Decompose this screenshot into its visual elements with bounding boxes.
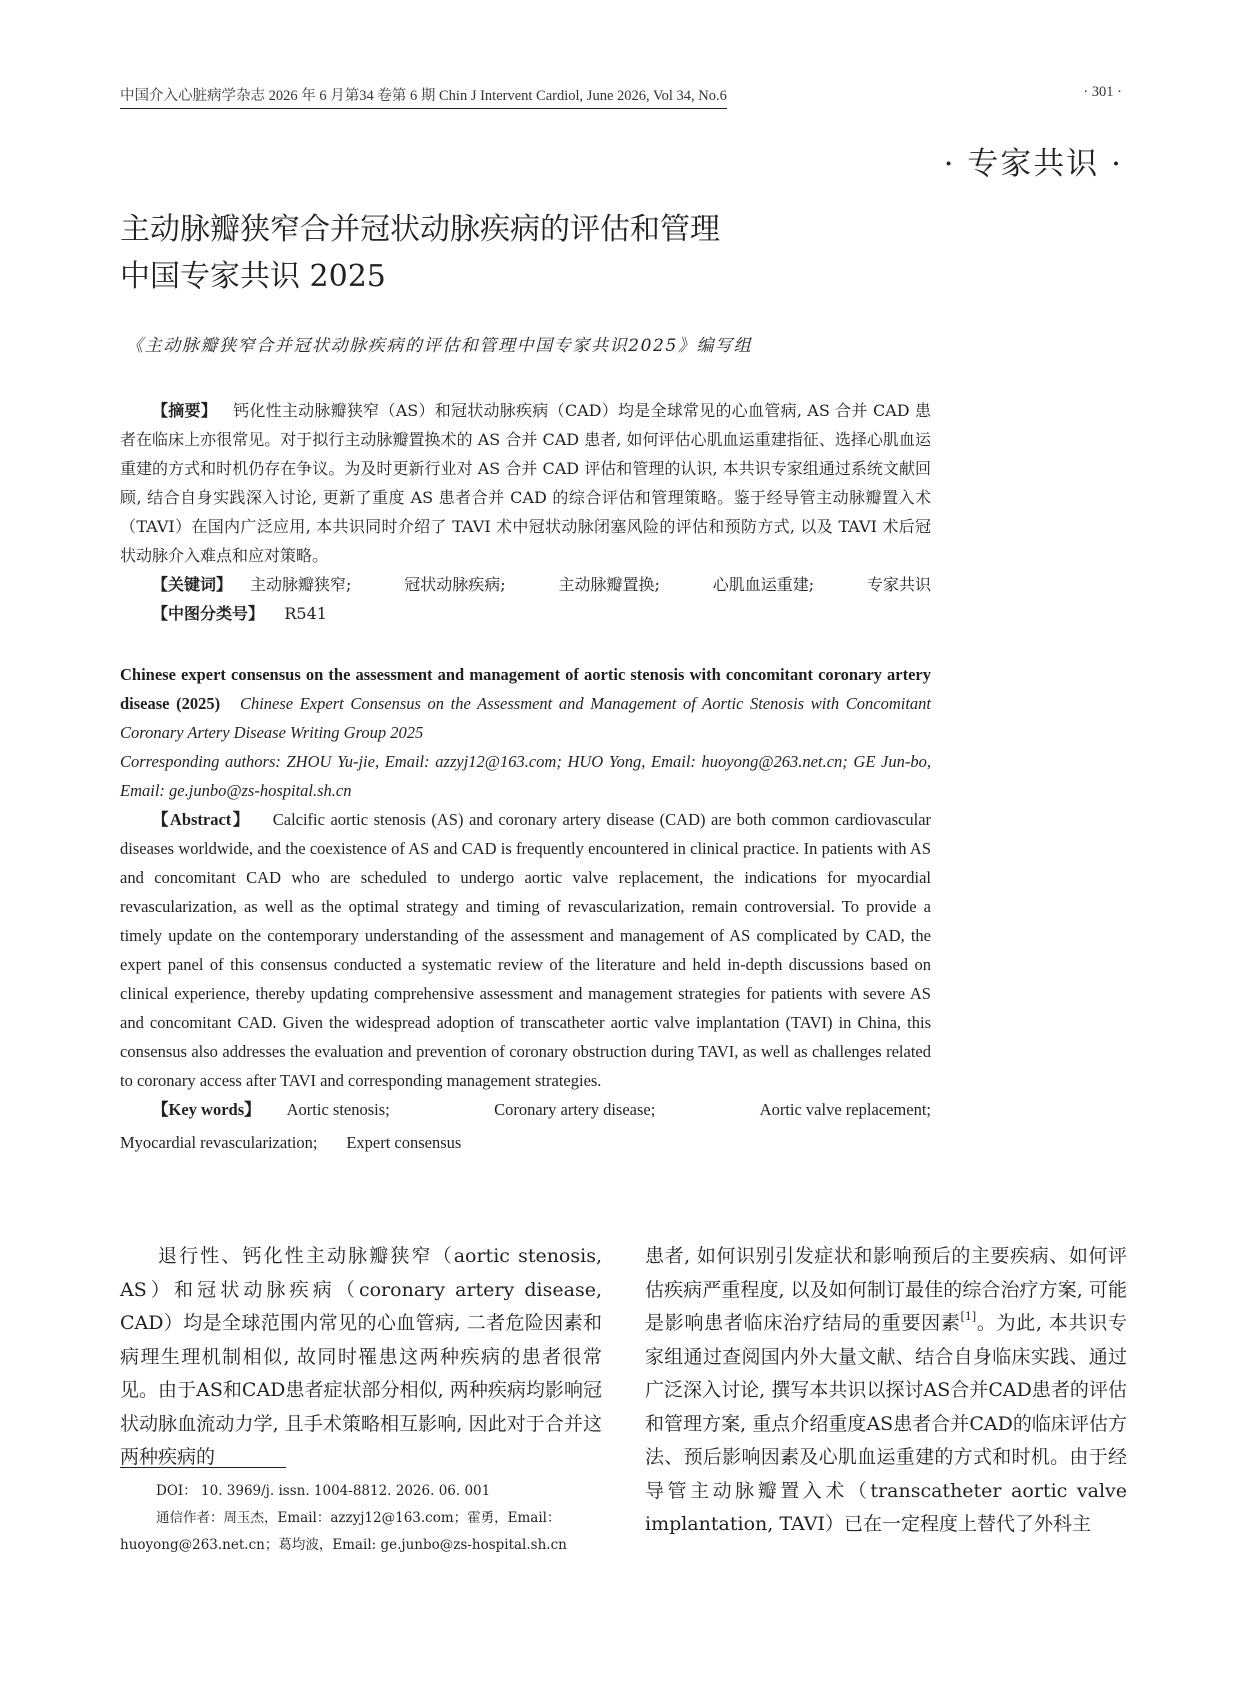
en-keywords-label: 【Key words】 (152, 1100, 261, 1119)
body-text-part: 患者, 如何识别引发症状和影响预后的主要疾病、如何评估疾病严重程度, 以及如何制订最佳的综合治疗方案, 可能是影响患者临床治疗结局的重要因素 (645, 1245, 1127, 1334)
correspondence-line: 通信作者：周玉杰，Email：azzyj12@163.com；霍勇，Email：huoyong@263.net.cn；葛均波，Email: ge.junbo@zs-hospital.sh.cn (120, 1510, 567, 1553)
cn-keyword: 心肌血运重建; (712, 575, 815, 594)
title-line-1: 主动脉瓣狭窄合并冠状动脉疾病的评估和管理 (120, 212, 720, 247)
cn-classification-label: 【中图分类号】 (152, 604, 265, 623)
body-column-right (645, 1240, 1127, 1542)
en-writing-group: Chinese Expert Consensus on the Assessment and Management of Aortic Stenosis with Concomitant Coronary Artery Disease Writing Group 2025 (120, 694, 931, 742)
cn-abstract-label: 【摘要】 (152, 401, 218, 420)
footnote (120, 1478, 610, 1559)
en-keyword: Aortic valve replacement; (759, 1100, 931, 1119)
cn-keyword: 专家共识 (866, 575, 931, 594)
cn-classification-row (120, 599, 931, 628)
cn-keywords-row (120, 570, 931, 599)
en-keywords-list (287, 1095, 931, 1124)
cn-abstract-paragraph (120, 396, 931, 570)
cn-classification-code: R541 (284, 604, 327, 623)
en-keyword: Aortic stenosis; (286, 1100, 390, 1119)
en-keywords-row (120, 1095, 931, 1124)
cn-keyword: 冠状动脉疾病; (404, 575, 506, 594)
citation-reference[interactable]: [1] (960, 1310, 977, 1323)
en-article-title: Chinese expert consensus on the assessment and management of aortic stenosis with concomitant coronary artery disease (2025) (120, 665, 931, 713)
cn-keywords-label: 【关键词】 (152, 575, 233, 594)
en-abstract-text: Calcific aortic stenosis (AS) and coronary artery disease (CAD) are both common cardiovascular diseases worldwide, and the coexistence of AS and CAD is frequently encountered in clinical practice. In patients with AS and concomitant CAD who are scheduled to undergo aortic valve replacement, the indications for myocardial revascularization, as well as the optimal strategy and timing of revascularization, remain controversial. To provide a timely update on the contemporary understanding of the assessment and management of AS complicated by CAD, the expert panel of this consensus conducted a systematic review of the literature and held in-depth discussions based on clinical experience, thereby updating comprehensive assessment and management strategies for patients with severe AS and concomitant CAD. Given the widespread adoption of transcatheter aortic valve implantation (TAVI) in China, this consensus also addresses the evaluation and prevention of coronary obstruction during TAVI, as well as challenges related to coronary access after TAVI and corresponding management strategies. (120, 810, 932, 1090)
en-title-paragraph (120, 660, 931, 747)
cn-abstract-text: 钙化性主动脉瓣狭窄（AS）和冠状动脉疾病（CAD）均是全球常见的心血管病, AS 合并 CAD 患者在临床上亦很常见。对于拟行主动脉瓣置换术的 AS 合并 CAD 患者, 如何评估心肌血运重建指征、选择心肌血运重建的方式和时机仍存在争议。为及时更新行业对 AS 合并 CAD 评估和管理的认识, 本共识专家组通过系统文献回顾, 结合自身实践深入讨论, 更新了重度 AS 患者合并 CAD 的综合评估和管理策略。鉴于经导管主动脉瓣置入术（TAVI）在国内广泛应用, 本共识同时介绍了 TAVI 术中冠状动脉闭塞风险的评估和预防方式, 以及 TAVI 术后冠状动脉介入难点和应对策略。 (120, 401, 931, 565)
footnote-divider (120, 1467, 286, 1468)
body-text-part: 。为此, 本共识专家组通过查阅国内外大量文献、结合自身临床实践、通过广泛深入讨论, 撰写本共识以探讨AS合并CAD患者的评估和管理方案, 重点介绍重度AS患者合并CAD的临床评估方法、预后影响因素及心肌血运重建的方式和时机。由于经导管主动脉瓣置入术（transcatheter aortic valve implantation, TAVI）已在一定程度上替代了外科主 (645, 1312, 1127, 1535)
en-keyword: Coronary artery disease; (494, 1100, 656, 1119)
section-label: · 专家共识 · (943, 146, 1123, 182)
cn-keywords-list (250, 570, 931, 599)
cn-keyword: 主动脉瓣狭窄; (250, 575, 352, 594)
english-abstract-block (120, 660, 931, 1157)
en-keyword: Expert consensus (346, 1133, 462, 1152)
body-paragraph: 退行性、钙化性主动脉瓣狭窄（aortic stenosis, AS）和冠状动脉疾病（coronary artery disease, CAD）均是全球范围内常见的心血管病, 二者危险因素和病理生理机制相似, 故同时罹患这两种疾病的患者很常见。由于AS和CAD患者症状部分相似, 两种疾病均影响冠状动脉血流动力学, 且手术策略相互影响, 因此对于合并这两种疾病的 (120, 1245, 602, 1468)
en-abstract-paragraph (120, 805, 931, 1095)
doi-line: DOI： 10. 3969/j. issn. 1004-8812. 2026. 06. 001 (156, 1483, 491, 1499)
journal-citation-line: 中国介入心脏病学杂志 2026 年 6 月第34 卷第 6 期 Chin J Intervent Cardiol, June 2026, Vol 34, No.6 (120, 84, 727, 109)
chinese-abstract (120, 396, 931, 628)
author-group: 《主动脉瓣狭窄合并冠状动脉疾病的评估和管理中国专家共识2025》编写组 (126, 336, 753, 356)
en-keyword: Myocardial revascularization; (120, 1133, 318, 1152)
body-column-left (120, 1240, 602, 1475)
cn-keyword: 主动脉瓣置换; (558, 575, 660, 594)
en-abstract-label: 【Abstract】 (152, 810, 251, 829)
running-header (120, 84, 1122, 108)
body-paragraph (645, 1240, 1127, 1542)
en-keywords-row-2 (120, 1128, 931, 1157)
page-number: · 301 · (1083, 84, 1122, 100)
title-line-2: 中国专家共识 2025 (120, 259, 386, 294)
en-corresponding-authors: Corresponding authors: ZHOU Yu-jie, Email: azzyj12@163.com; HUO Yong, Email: huoyong@263.net.cn; GE Jun-bo, Email: ge.junbo@zs-hospital.sh.cn (120, 752, 931, 800)
article-title (120, 206, 1020, 300)
